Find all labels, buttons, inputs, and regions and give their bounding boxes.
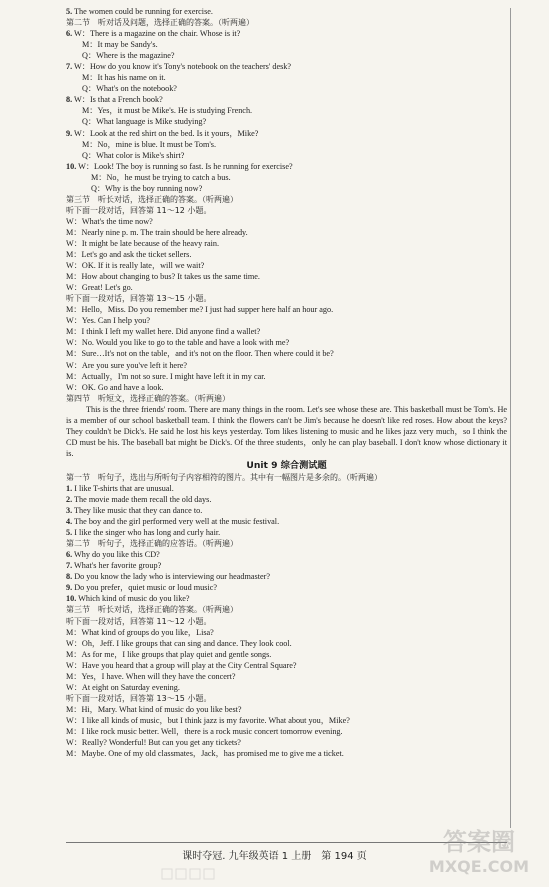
line-text: M：Actually，I'm not so sure. I might have left it in my car. [66,371,266,381]
faded-stamp-icon [160,866,250,882]
text-line [66,39,507,50]
text-line [66,549,507,560]
item-number: 6. [66,29,73,39]
text-line [66,715,507,726]
line-text: M：I think I left my wallet here. Did anyone find a wallet? [66,327,261,337]
line-text: M：Nearly nine p. m. The train should be here already. [66,227,248,237]
text-line [66,194,507,205]
line-text: 第三节 听长对话，选择正确的答案。（听两遍） [66,194,238,204]
line-text: W：Oh，Jeff. I like groups that can sing and dance. They look cool. [66,638,292,648]
line-text: W：OK. Go and have a look. [66,382,164,392]
line-text: M：It may be Sandy's. [82,40,158,50]
text-line [66,483,507,494]
text-line [66,682,507,693]
text-line [66,616,507,627]
item-number: 8. [66,95,73,105]
line-text: 第三节 听长对话，选择正确的答案。（听两遍） [66,605,238,615]
item-number: 9. [66,128,73,138]
text-line [66,304,507,315]
line-text: Why do you like this CD? [72,550,160,560]
text-line [66,582,507,593]
line-text: Q：Where is the magazine? [82,51,175,61]
text-line [66,161,507,172]
text-line [66,649,507,660]
text-line [66,116,507,127]
text-line [66,693,507,704]
watermark-logo-icon [420,820,538,878]
line-text: The boy and the girl performed very well at the music festival. [72,517,280,527]
line-text: M：How about changing to bus? It takes us the same time. [66,272,260,282]
listening-script-unit9 [66,472,507,759]
text-line [66,271,507,282]
line-text: W：Have you heard that a group will play at the City Central Square? [66,660,297,670]
line-text: M：Yes，I have. When will they have the concert? [66,671,236,681]
line-text: M：Maybe. One of my old classmates，Jack，has promised me to give me a ticket. [66,749,344,759]
text-line [66,293,507,304]
text-line [66,571,507,582]
line-text: 第二节 听句子，选择正确的应答语。（听两遍） [66,539,238,549]
text-line [66,249,507,260]
watermark-url: MXQE.COM [428,857,530,876]
text-line [66,315,507,326]
item-number: 3. [66,506,73,516]
text-line [66,72,507,83]
line-text: They like music that they can dance to. [72,506,203,516]
item-number: 5. [66,528,73,538]
line-text: M：Sure…It's not on the table，and it's not on the floor. Then where could it be? [66,349,334,359]
item-number: 5. [66,7,73,16]
right-margin-rule [510,8,511,828]
text-line [66,183,507,194]
line-text: M：No，he must be trying to catch a bus. [91,172,231,182]
line-text: Q：What color is Mike's shirt? [82,150,185,160]
text-line [66,50,507,61]
text-line [66,472,507,483]
line-text: W：Look at the red shirt on the bed. Is it yours，Mike? [72,128,259,138]
item-number: 7. [66,62,73,72]
line-text: Do you know the lady who is interviewing our headmaster? [72,572,270,582]
text-line [66,94,507,105]
line-text: W：How do you know it's Tony's notebook on the teachers' desk? [72,62,292,72]
line-text: Do you prefer，quiet music or loud music? [72,583,217,593]
item-number: 9. [66,583,73,593]
text-line [66,128,507,139]
text-line [66,360,507,371]
line-text: 听下面一段对话，回答第 11～12 小题。 [66,616,212,626]
line-text: M：Let's go and ask the ticket sellers. [66,250,192,260]
text-line [66,205,507,216]
line-text: W：There is a magazine on the chair. Whose is it? [72,29,241,39]
line-text: W：Look! The boy is running so fast. Is he running for exercise? [76,161,293,171]
text-line [66,61,507,72]
text-line [66,227,507,238]
text-line [66,604,507,615]
line-text: 第一节 听句子，选出与所听句子内容相符的图片。其中有一幅图片是多余的。（听两遍） [66,472,382,482]
text-line [66,393,507,404]
line-text: W：It might be late because of the heavy rain. [66,238,219,248]
unit-title: Unit 9 综合测试题 [246,459,327,471]
text-line [66,704,507,715]
line-text: 听下面一段对话，回答第 13～15 小题。 [66,294,212,304]
line-text: W：Is that a French book? [72,95,163,105]
line-text: M：Hi，Mary. What kind of music do you like best? [66,704,242,714]
line-text: I like the singer who has long and curly hair. [72,528,221,538]
text-line [66,105,507,116]
page-footer: 课时夺冠. 九年级英语 1 上册 第 194 页 [182,851,367,862]
listening-script-part1 [66,6,507,404]
text-line [66,627,507,638]
text-line [66,337,507,348]
item-number: 10. [66,594,77,604]
line-text: W：I like all kinds of music，but I think jazz is my favorite. What about you，Mike? [66,715,350,725]
line-text: M：Yes，it must be Mike's. He is studying French. [82,106,253,116]
text-line [66,593,507,604]
line-text: W：OK. If it is really late，will we wait? [66,261,205,271]
text-line [66,371,507,382]
text-line [66,28,507,39]
line-text: The movie made them recall the old days. [72,495,212,505]
text-line [66,17,507,28]
line-text: W：Great! Let's go. [66,283,133,293]
text-line [66,172,507,183]
watermark-text: 答案圈 [443,828,515,856]
line-text: M：What kind of groups do you like，Lisa? [66,627,214,637]
line-text: Q：What language is Mike studying? [82,117,207,127]
item-number: 6. [66,550,73,560]
text-line [66,260,507,271]
item-number: 7. [66,561,73,571]
line-text: 第二节 听对话及问题，选择正确的答案。（听两遍） [66,18,254,28]
line-text: W：Are you sure you've left it here? [66,360,188,370]
line-text: W：At eight on Saturday evening. [66,682,180,692]
short-passage: This is the three friends' room. There are many things in the room. Let's see whose these are. This basketball must be Tom's. He is a member of our school basketball team. I think the flowers can't be Jim's because he doesn't like red roses. How about the keys? They couldn't be Dick's. He said he lost his keys yesterday. Tom likes listening to music and he likes jazz very much，so I think the CD must be his. The baseball bat might be Dick's. Of the three students，only he can play baseball. I don't know whose dictionary it is. [66,404,507,458]
line-text: M：I like rock music better. Well，there is a rock music concert tomorrow evening. [66,727,343,736]
line-text: 听下面一段对话，回答第 11～12 小题。 [66,205,212,215]
text-line [66,505,507,516]
text-line [66,748,507,759]
line-text: The women could be running for exercise. [72,7,213,16]
line-text: W：Yes. Can I help you? [66,316,150,326]
text-line [66,638,507,649]
text-line [66,494,507,505]
text-line [66,660,507,671]
line-text: Which kind of music do you like? [76,594,190,604]
text-line [66,139,507,150]
text-line [66,671,507,682]
text-line [66,516,507,527]
line-text: M：As for me，I like groups that play quiet and gentle songs. [66,649,272,659]
text-line [66,282,507,293]
text-line [66,527,507,538]
line-text: M：Hello，Miss. Do you remember me? I just had supper here half an hour ago. [66,305,334,315]
line-text: 听下面一段对话，回答第 13～15 小题。 [66,693,212,703]
text-line [66,538,507,549]
text-line [66,216,507,227]
text-line [66,83,507,94]
item-number: 1. [66,483,73,493]
line-text: 第四节 听短文，选择正确的答案。（听两遍） [66,393,230,403]
text-line [66,326,507,337]
line-text: Q：Why is the boy running now? [91,183,203,193]
line-text: What's her favorite group? [72,561,162,571]
line-text: Q：What's on the notebook? [82,84,177,94]
text-line [66,737,507,748]
line-text: M：It has his name on it. [82,73,166,83]
text-line [66,6,507,17]
item-number: 10. [66,161,77,171]
text-line [66,726,507,737]
item-number: 8. [66,572,73,582]
text-line [66,238,507,249]
line-text: I like T-shirts that are unusual. [72,483,174,493]
line-text: W：No. Would you like to go to the table and have a look with me? [66,338,290,348]
text-line [66,382,507,393]
text-line [66,560,507,571]
item-number: 2. [66,495,73,505]
line-text: M：No，mine is blue. It must be Tom's. [82,139,217,149]
line-text: W：Really? Wonderful! But can you get any tickets? [66,738,241,748]
text-line [66,348,507,359]
line-text: W：What's the time now? [66,216,153,226]
text-line [66,150,507,161]
item-number: 4. [66,517,73,527]
